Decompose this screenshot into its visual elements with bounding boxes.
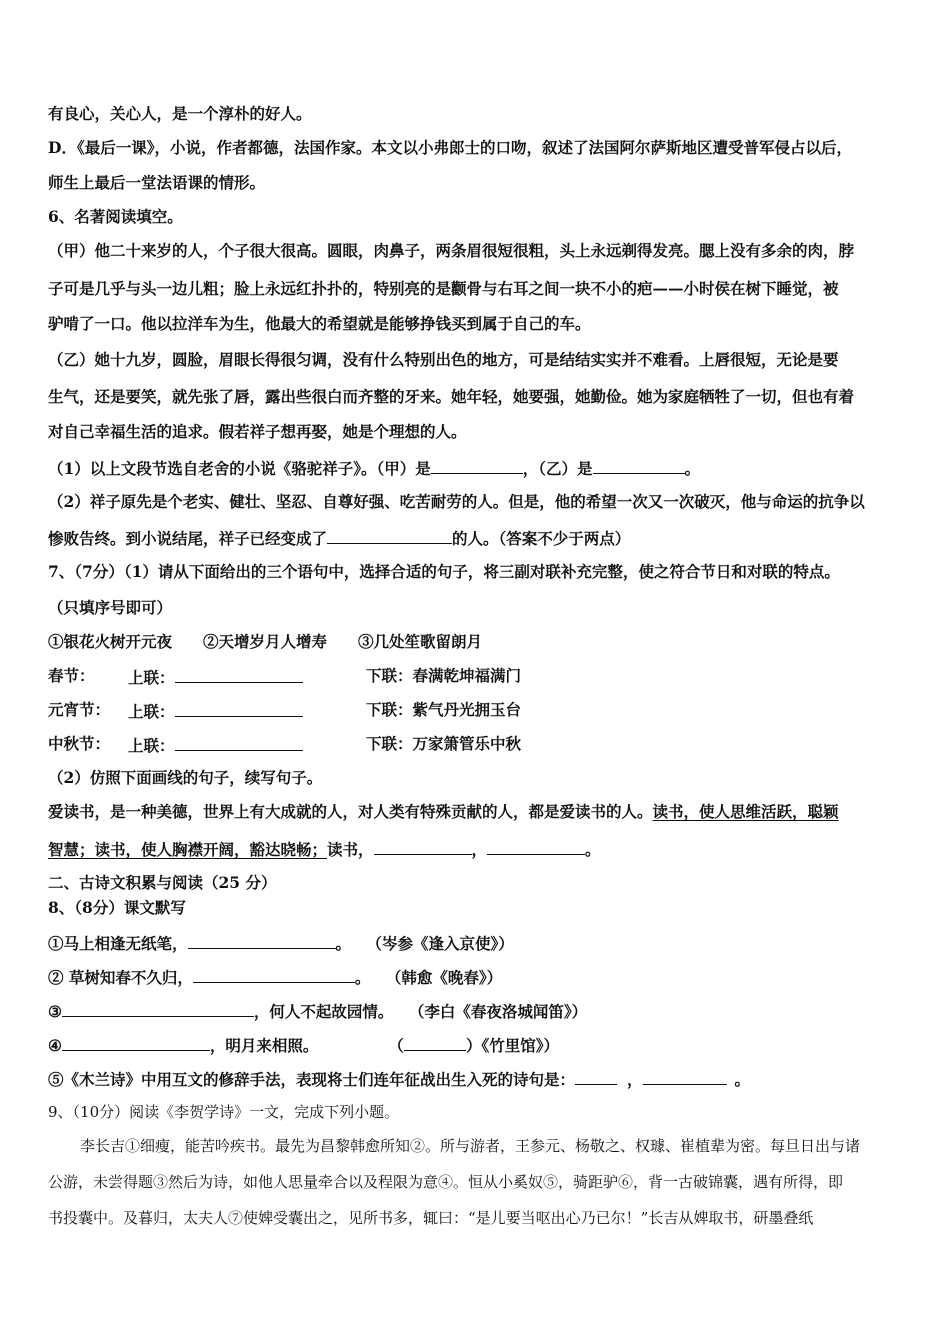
poem-source: ）《竹里馆》） <box>465 1036 559 1055</box>
recitation-4 <box>48 1034 559 1056</box>
question-8-heading: 8、（8分）课文默写 <box>48 898 186 917</box>
upper-label: 上联： <box>128 702 175 721</box>
answer-blank[interactable] <box>62 1034 210 1051</box>
question-7-options: ①银花火树开元夜 ②天增岁月人增寿 ③几处笙歌留朗月 <box>48 632 483 651</box>
question-6-2-cont <box>48 527 630 549</box>
upper-couplet <box>128 700 303 722</box>
festival-label: 春节： <box>48 666 95 685</box>
poem-source: （ <box>388 1036 404 1055</box>
upper-label: 上联： <box>128 668 175 687</box>
upper-couplet <box>128 734 303 756</box>
model-sentence-cont <box>48 838 601 860</box>
recitation-2 <box>48 966 502 988</box>
poem-text: ，明月来相照。 <box>209 1036 319 1055</box>
underlined-sentence: 智慧；读书，使人胸襟开阔，豁达晓畅； <box>48 840 328 859</box>
question-7-note: （只填序号即可） <box>48 598 173 617</box>
answer-blank[interactable] <box>431 457 523 474</box>
upper-label: 上联： <box>128 736 175 755</box>
question-7-2: （2）仿照下面画线的句子，续写句子。 <box>48 768 323 787</box>
classical-text-line: 李长吉①细瘦，能苦吟疾书。最先为昌黎韩愈所知②。所与游者，王参元、杨敬之、权璩、崔植辈为密。每旦日出与诸 <box>80 1137 861 1155</box>
poem-text: ， <box>627 1070 643 1089</box>
q6-2-text: 的人。（答案不少于两点） <box>452 529 631 548</box>
answer-blank[interactable] <box>575 1068 617 1085</box>
model-sentence <box>48 802 839 822</box>
poem-source: ，何人不起故园情。 （李白《春夜洛城闻笛》） <box>253 1002 588 1021</box>
section-2-heading: 二、古诗文积累与阅读（25 分） <box>48 873 277 892</box>
sentence-text: ， <box>471 840 488 859</box>
passage-jia-line: （甲）他二十来岁的人，个子很大很高。圆眼，肉鼻子，两条眉很短很粗，头上永远剃得发亮。腮上没有多余的肉，脖 <box>48 241 855 260</box>
festival-label: 中秋节： <box>48 734 111 753</box>
upper-couplet <box>128 666 303 688</box>
passage-jia-line: 驴啃了一口。他以拉洋车为生，他最大的希望就是能够挣钱买到属于自己的车。 <box>48 314 591 333</box>
q6-2-text: 惨败告终。到小说结尾，祥子已经变成了 <box>48 529 328 548</box>
recitation-3 <box>48 1000 587 1022</box>
lower-couplet: 下联：万家箫管乐中秋 <box>366 734 522 753</box>
passage-yi-line: 生气，还是要笑，就先张了唇，露出些很白而齐整的牙来。她年轻，她要强，她勤俭。她为家庭牺牲了一切，但也有着 <box>48 387 855 406</box>
classical-text-line: 公游，未尝得题③然后为诗，如他人思量牵合以及程限为意④。恒从小奚奴⑤，骑距驴⑥，背一古破锦囊，遇有所得，即 <box>48 1173 844 1191</box>
classical-text-line: 书投囊中。及暮归，太夫人⑦使婢受囊出之，见所书多，辄曰：“是儿要当呕出心乃已尔！”长吉从婢取书，研墨叠纸 <box>48 1209 814 1227</box>
text-line: 师生上最后一堂法语课的情形。 <box>48 173 266 192</box>
answer-blank[interactable] <box>175 734 303 751</box>
answer-blank[interactable] <box>374 838 472 855</box>
q6-1-text: ，（乙）是 <box>522 459 593 478</box>
poem-source: 。 （韩愈《晚春》） <box>354 968 503 987</box>
answer-blank[interactable] <box>175 700 303 717</box>
lower-couplet: 下联：紫气丹光拥玉台 <box>366 700 522 719</box>
option-d-line: D．《最后一课》，小说，作者都德，法国作家。本文以小弗郎士的口吻，叙述了法国阿尔萨斯地区遭受普军侵占以后， <box>48 138 852 157</box>
passage-yi-line: 对自己幸福生活的追求。假若祥子想再娶，她是个理想的人。 <box>48 422 467 441</box>
poem-text: ④ <box>48 1036 62 1055</box>
poem-text: ①马上相逢无纸笔， <box>48 934 188 953</box>
underlined-sentence: 读书，使人思维活跃，聪颖 <box>652 802 839 821</box>
festival-label: 元宵节： <box>48 700 111 719</box>
sentence-text: 。 <box>585 840 601 859</box>
answer-blank[interactable] <box>643 1068 727 1085</box>
question-6-2: （2）祥子原先是个老实、健壮、坚忍、自尊好强、吃苦耐劳的人。但是，他的希望一次又一次破灭，他与命运的抗争以 <box>48 492 865 511</box>
poem-text: 。 <box>734 1070 751 1089</box>
answer-blank[interactable] <box>487 838 585 855</box>
poem-text: ② 草树知春不久归， <box>48 968 193 987</box>
sentence-text: 爱读书，是一种美德，世界上有大成就的人，对人类有特殊贡献的人，都是爱读书的人。 <box>48 802 653 821</box>
answer-blank[interactable] <box>62 1000 254 1017</box>
passage-yi-line: （乙）她十九岁，圆脸，眉眼长得很匀调，没有什么特别出色的地方，可是结结实实并不难看。上唇很短，无论是要 <box>48 350 839 369</box>
recitation-5 <box>48 1068 750 1090</box>
q6-1-text: 。 <box>684 459 701 478</box>
question-6-1 <box>48 457 700 479</box>
question-9-heading: 9、（10分）阅读《李贺学诗》一文，完成下列小题。 <box>48 1103 400 1121</box>
question-6-heading: 6、名著阅读填空。 <box>48 207 183 226</box>
answer-blank[interactable] <box>593 457 685 474</box>
passage-jia-line: 子可是几乎与头一边儿粗；脸上永远红扑扑的，特别亮的是颧骨与右耳之间一块不小的疤——小时侯在树下睡觉，被 <box>48 279 839 298</box>
text-line: 有良心，关心人，是一个淳朴的好人。 <box>48 104 312 123</box>
answer-blank[interactable] <box>188 932 336 949</box>
poem-text: ⑤《木兰诗》中用互文的修辞手法，表现将士们连年征战出生入死的诗句是： <box>48 1070 576 1089</box>
lower-couplet: 下联：春满乾坤福满门 <box>366 666 522 685</box>
sentence-text: 读书， <box>327 840 374 859</box>
poem-text: ③ <box>48 1002 62 1021</box>
answer-blank[interactable] <box>404 1034 466 1051</box>
q6-1-text: （1）以上文段节选自老舍的小说《骆驼祥子》。（甲）是 <box>48 459 431 478</box>
question-7-heading: 7、（7分）（1）请从下面给出的三个语句中，选择合适的句子，将三副对联补充完整，使之符合节日和对联的特点。 <box>48 562 840 581</box>
answer-blank[interactable] <box>327 527 452 544</box>
recitation-1 <box>48 932 514 954</box>
poem-source: 。 （岑参《逢入京使》） <box>335 934 514 953</box>
answer-blank[interactable] <box>175 666 303 683</box>
answer-blank[interactable] <box>193 966 355 983</box>
